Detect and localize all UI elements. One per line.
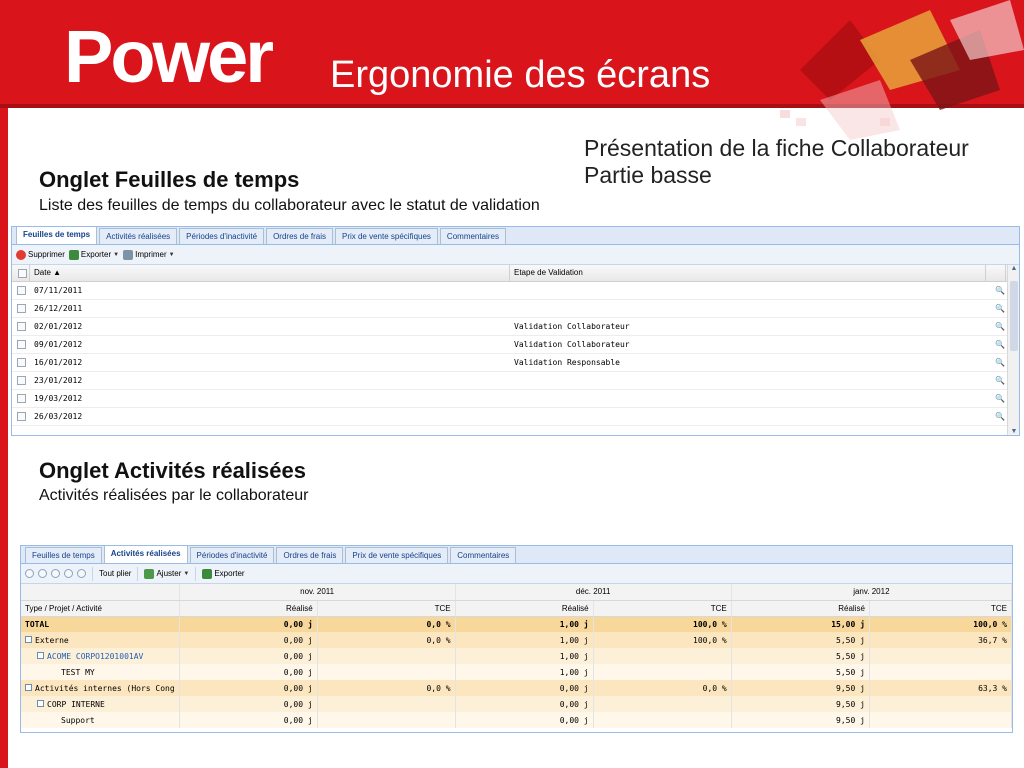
delete-label: Supprimer [28, 250, 65, 259]
excel-icon [69, 250, 79, 260]
section2-subtitle: Activités réalisées par le collaborateur [39, 487, 309, 504]
print-label: Imprimer [135, 250, 167, 259]
value-cell: 63,3 % [869, 680, 1011, 696]
value-cell: 0,0 % [593, 680, 731, 696]
value-cell: 100,0 % [869, 616, 1011, 632]
column-header-etape[interactable]: Etape de Validation [510, 265, 986, 281]
magnifier-icon[interactable]: 🔍 [995, 376, 1005, 385]
value-cell: 0,0 % [317, 616, 455, 632]
activity-label-cell [21, 680, 179, 696]
value-cell [317, 712, 455, 728]
value-cell: 0,00 j [179, 696, 317, 712]
excel-icon [202, 569, 212, 579]
section1-subtitle: Liste des feuilles de temps du collaborateur avec le statut de validation [39, 197, 540, 214]
delete-icon [16, 250, 26, 260]
tab-feuilles-de-temps[interactable]: Feuilles de temps [25, 547, 102, 563]
value-cell: 5,50 j [731, 664, 869, 680]
tab-activites-realisees[interactable]: Activités réalisées [104, 545, 188, 563]
activity-label-cell [21, 696, 179, 712]
presentation-caption [584, 135, 969, 189]
chevron-down-icon: ▼ [183, 570, 190, 577]
activity-label: Support [61, 715, 95, 725]
row-checkbox[interactable] [12, 318, 30, 335]
column-header-realise: Réalisé [731, 600, 869, 616]
value-cell: 1,00 j [455, 632, 593, 648]
month-header-nov: nov. 2011 [179, 584, 455, 600]
collapse-icon[interactable] [37, 652, 44, 659]
power-logo: Power [64, 15, 272, 98]
timesheet-tabbar [12, 227, 1019, 245]
magnifier-icon[interactable]: 🔍 [995, 322, 1005, 331]
table-row[interactable] [21, 632, 1012, 648]
column-header-realise: Réalisé [455, 600, 593, 616]
section2-title: Onglet Activités réalisées [39, 458, 306, 483]
table-row[interactable] [12, 336, 1019, 354]
date-cell: 09/01/2012 [34, 340, 83, 349]
activities-tabbar [21, 546, 1012, 564]
value-cell: 36,7 % [869, 632, 1011, 648]
activities-toolbar [21, 564, 1012, 584]
export-label: Exporter [214, 569, 245, 578]
tab-feuilles-de-temps[interactable]: Feuilles de temps [16, 226, 97, 244]
activity-label-cell [21, 632, 179, 648]
month-header-dec: déc. 2011 [455, 584, 731, 600]
month-header-jan: janv. 2012 [731, 584, 1011, 600]
magnifier-icon[interactable]: 🔍 [995, 304, 1005, 313]
tab-ordres-de-frais[interactable]: Ordres de frais [276, 547, 343, 563]
sub-header-row [21, 600, 1012, 616]
value-cell [593, 712, 731, 728]
collapse-icon[interactable] [25, 636, 32, 643]
value-cell: 0,00 j [179, 680, 317, 696]
table-row[interactable] [21, 712, 1012, 728]
value-cell [869, 712, 1011, 728]
select-all-checkbox[interactable] [12, 265, 30, 281]
timesheet-grid-header [12, 265, 1019, 282]
value-cell: 1,00 j [455, 616, 593, 632]
row-checkbox[interactable] [12, 354, 30, 371]
row-checkbox[interactable] [12, 336, 30, 353]
value-cell [869, 648, 1011, 664]
decorative-ribbon-icon [760, 0, 1024, 140]
presentation-line-2: Partie basse [584, 162, 712, 188]
next-icon[interactable] [64, 569, 73, 578]
value-cell [317, 664, 455, 680]
adjust-button[interactable] [144, 569, 189, 579]
column-header-date[interactable]: Date ▲ [30, 265, 510, 281]
activity-label: TEST MY [61, 667, 95, 677]
tab-prix-de-vente[interactable]: Prix de vente spécifiques [335, 228, 438, 244]
previous-icon[interactable] [51, 569, 60, 578]
date-cell: 02/01/2012 [34, 322, 83, 331]
scroll-up-icon[interactable]: ▲ [1010, 265, 1018, 272]
first-page-icon[interactable] [25, 569, 34, 578]
timesheet-toolbar [12, 245, 1019, 265]
value-cell: 0,00 j [455, 712, 593, 728]
export-label: Exporter [80, 250, 112, 259]
value-cell [593, 648, 731, 664]
value-cell: 1,00 j [455, 664, 593, 680]
vertical-scrollbar[interactable] [1007, 265, 1019, 435]
magnifier-icon[interactable]: 🔍 [995, 286, 1005, 295]
column-header-tce: TCE [317, 600, 455, 616]
date-cell: 07/11/2011 [34, 286, 83, 295]
table-row[interactable] [12, 282, 1019, 300]
value-cell: 0,00 j [179, 648, 317, 664]
value-cell: 5,50 j [731, 632, 869, 648]
last-page-icon[interactable] [77, 569, 86, 578]
left-accent-bar [0, 108, 8, 768]
toolbar-separator [195, 567, 196, 581]
tab-commentaires[interactable]: Commentaires [440, 228, 506, 244]
row-checkbox[interactable] [12, 390, 30, 407]
value-cell [593, 696, 731, 712]
table-row[interactable] [21, 648, 1012, 664]
date-cell: 26/03/2012 [34, 412, 83, 421]
value-cell: 9,50 j [731, 712, 869, 728]
column-header-realise: Réalisé [179, 600, 317, 616]
chevron-down-icon: ▼ [168, 251, 175, 258]
activities-table [21, 584, 1012, 728]
value-cell: 0,00 j [455, 680, 593, 696]
row-checkbox[interactable] [12, 300, 30, 317]
scroll-down-icon[interactable]: ▼ [1010, 428, 1018, 435]
etape-cell [510, 300, 986, 317]
date-cell: 26/12/2011 [34, 304, 83, 313]
adjust-label: Ajuster [156, 569, 182, 578]
value-cell: 0,00 j [179, 632, 317, 648]
row-checkbox[interactable] [12, 408, 30, 425]
value-cell: 0,0 % [317, 632, 455, 648]
activity-label-cell [21, 712, 179, 728]
table-row[interactable] [21, 696, 1012, 712]
etape-cell [510, 408, 986, 425]
scrollbar-thumb[interactable] [1010, 281, 1018, 351]
etape-cell: Validation Collaborateur [514, 340, 630, 349]
timesheet-rows [12, 282, 1019, 426]
etape-cell: Validation Responsable [514, 358, 620, 367]
table-row[interactable] [12, 390, 1019, 408]
etape-cell [510, 282, 986, 299]
date-cell: 19/03/2012 [34, 394, 83, 403]
column-header-type: Type / Projet / Activité [21, 600, 179, 616]
presentation-line-1: Présentation de la fiche Collaborateur [584, 135, 969, 161]
table-row[interactable] [21, 664, 1012, 680]
value-cell: 9,50 j [731, 680, 869, 696]
export-button[interactable] [69, 250, 119, 260]
value-cell [317, 648, 455, 664]
value-cell: 0,0 % [317, 680, 455, 696]
magnifier-icon[interactable]: 🔍 [995, 394, 1005, 403]
magnifier-icon[interactable]: 🔍 [995, 358, 1005, 367]
table-row[interactable] [21, 616, 1012, 632]
value-cell: 0,00 j [179, 712, 317, 728]
previous-page-icon[interactable] [38, 569, 47, 578]
value-cell: 0,00 j [179, 664, 317, 680]
column-header-tce: TCE [869, 600, 1011, 616]
delete-button[interactable] [16, 250, 65, 260]
etape-cell [510, 390, 986, 407]
tab-commentaires[interactable]: Commentaires [450, 547, 516, 563]
table-row[interactable] [21, 680, 1012, 696]
tab-activites-realisees[interactable]: Activités réalisées [99, 228, 177, 244]
table-row[interactable] [12, 408, 1019, 426]
value-cell: 0,00 j [455, 696, 593, 712]
activity-label-cell [21, 616, 179, 632]
value-cell [317, 696, 455, 712]
table-row[interactable] [12, 300, 1019, 318]
print-button[interactable] [123, 250, 175, 260]
tab-periodes-inactivite[interactable]: Périodes d'inactivité [190, 547, 275, 563]
printer-icon [123, 250, 133, 260]
timesheet-panel [11, 226, 1020, 436]
toolbar-separator [137, 567, 138, 581]
value-cell: 5,50 j [731, 648, 869, 664]
value-cell [593, 664, 731, 680]
activities-panel [20, 545, 1013, 733]
collapse-icon[interactable] [25, 684, 32, 691]
header-spacer [21, 584, 179, 600]
column-header-tce: TCE [593, 600, 731, 616]
row-checkbox[interactable] [12, 282, 30, 299]
column-header-actions [986, 265, 1006, 281]
collapse-icon[interactable] [37, 700, 44, 707]
value-cell: 9,50 j [731, 696, 869, 712]
slide-title: Ergonomie des écrans [330, 54, 711, 96]
activity-label: CORP INTERNE [47, 699, 105, 709]
activity-label: TOTAL [25, 619, 50, 629]
date-cell: 23/01/2012 [34, 376, 83, 385]
tab-prix-de-vente[interactable]: Prix de vente spécifiques [345, 547, 448, 563]
activity-label-cell [21, 648, 179, 664]
tab-periodes-inactivite[interactable]: Périodes d'inactivité [179, 228, 264, 244]
value-cell: 1,00 j [455, 648, 593, 664]
value-cell [869, 664, 1011, 680]
adjust-icon [144, 569, 154, 579]
value-cell: 0,00 j [179, 616, 317, 632]
tab-ordres-de-frais[interactable]: Ordres de frais [266, 228, 333, 244]
row-checkbox[interactable] [12, 372, 30, 389]
table-row[interactable] [12, 318, 1019, 336]
magnifier-icon[interactable]: 🔍 [995, 412, 1005, 421]
export-button[interactable] [202, 569, 244, 579]
collapse-all-button[interactable]: Tout plier [99, 569, 132, 578]
magnifier-icon[interactable]: 🔍 [995, 340, 1005, 349]
toolbar-separator [92, 567, 93, 581]
etape-cell [510, 372, 986, 389]
etape-cell: Validation Collaborateur [514, 322, 630, 331]
activity-label: Activités internes (Hors Cong [35, 683, 175, 693]
table-row[interactable] [12, 372, 1019, 390]
activities-rows [21, 616, 1012, 728]
table-row[interactable] [12, 354, 1019, 372]
value-cell: 15,00 j [731, 616, 869, 632]
chevron-down-icon: ▼ [113, 251, 120, 258]
value-cell: 100,0 % [593, 632, 731, 648]
value-cell: 100,0 % [593, 616, 731, 632]
date-cell: 16/01/2012 [34, 358, 83, 367]
month-header-row [21, 584, 1012, 600]
activity-label-cell [21, 664, 179, 680]
section1-title: Onglet Feuilles de temps [39, 167, 300, 192]
activity-label[interactable]: ACOME CORPO1201001AV [47, 651, 144, 661]
activity-label: Externe [35, 635, 69, 645]
value-cell [869, 696, 1011, 712]
